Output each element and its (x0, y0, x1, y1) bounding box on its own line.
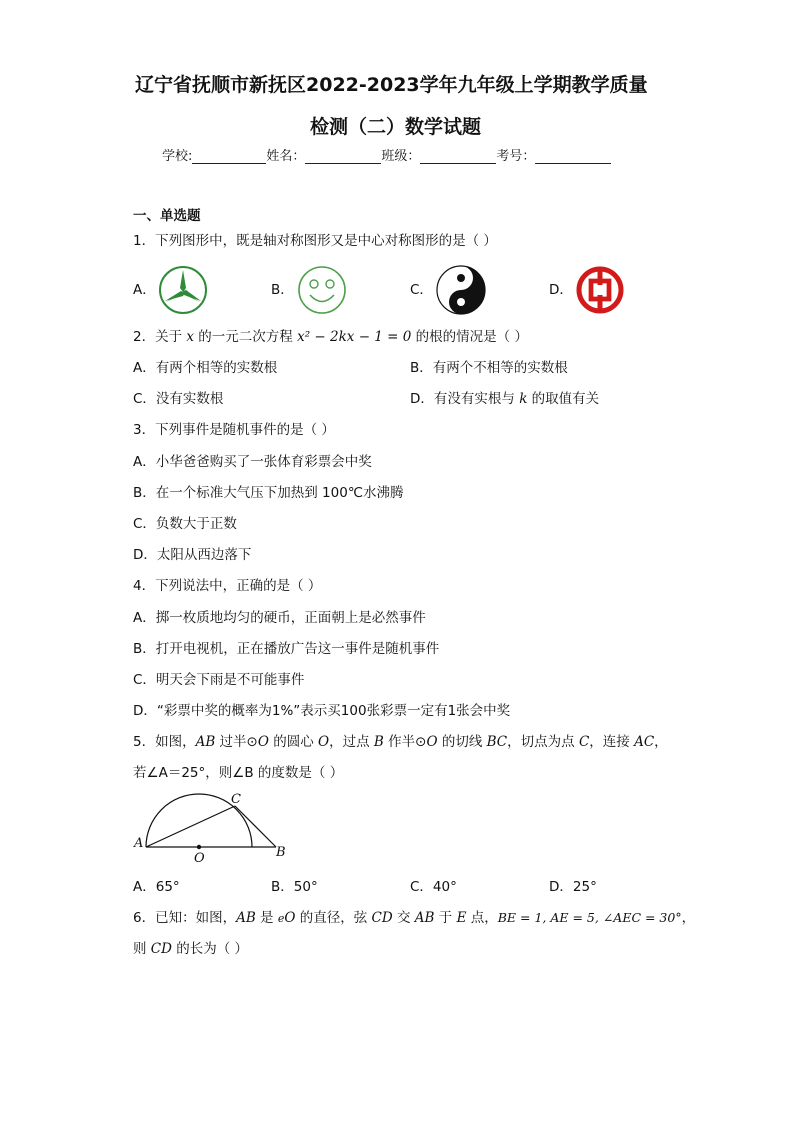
page-title-line2: 检测（二）数学试题 (310, 116, 482, 138)
q6-stem-line2: 则 CD 的长为（ ） (133, 941, 249, 957)
label-c: C (231, 792, 241, 807)
label-o: O (194, 851, 205, 866)
q4-option-d[interactable]: D．“彩票中奖的概率为1%”表示买100张彩票一定有1张会中奖 (133, 703, 511, 719)
q4-option-c[interactable]: C．明天会下雨是不可能事件 (133, 672, 305, 688)
q2-option-a[interactable]: A．有两个相等的实数根 (133, 360, 278, 376)
q6-given: BE = 1, AE = 5, ∠AEC = 30° (497, 910, 682, 925)
q3-stem: 3．下列事件是随机事件的是（ ） (133, 422, 335, 438)
page-title-line1: 辽宁省抚顺市新抚区2022-2023学年九年级上学期教学质量 (135, 74, 648, 96)
label-a: A (134, 836, 144, 851)
q5-option-b[interactable]: B．50° (271, 879, 318, 895)
q2-option-b[interactable]: B．有两个不相等的实数根 (410, 360, 568, 376)
q1-option-a-label[interactable]: A． (133, 282, 156, 298)
smiley-face-icon (296, 264, 348, 316)
q3-option-a[interactable]: A．小华爸爸购买了一张体育彩票会中奖 (133, 454, 372, 470)
exam-no-blank[interactable] (535, 149, 611, 164)
bank-logo-icon (574, 264, 626, 316)
name-label: 姓名： (266, 149, 306, 164)
q6-stem-line1: 6．已知：如图，AB 是 eO 的直径，弦 CD 交 AB 于 E 点，BE = 1, AE = 5, ∠AEC = 30°， (133, 910, 696, 926)
exam-no-label: 考号： (496, 149, 536, 164)
q2-equation: x² − 2kx − 1 = 0 (297, 329, 412, 345)
q4-option-a[interactable]: A．掷一枚质地均匀的硬币，正面朝上是必然事件 (133, 610, 426, 626)
q2-option-d[interactable]: D．有没有实根与 k 的取值有关 (410, 391, 600, 407)
school-label: 学校: (162, 149, 193, 164)
label-b: B (276, 845, 286, 860)
q5-option-c[interactable]: C．40° (410, 879, 457, 895)
q1-stem: 1．下列图形中，既是轴对称图形又是中心对称图形的是（ ） (133, 233, 497, 249)
q1-option-b-label[interactable]: B． (271, 282, 294, 298)
q3-option-d[interactable]: D．太阳从西边落下 (133, 547, 252, 563)
q2-option-c[interactable]: C．没有实数根 (133, 391, 224, 407)
class-blank[interactable] (420, 149, 496, 164)
q1-option-c-label[interactable]: C． (410, 282, 433, 298)
q1-option-d-label[interactable]: D． (549, 282, 573, 298)
q3-option-b[interactable]: B．在一个标准大气压下加热到 100℃水沸腾 (133, 485, 404, 501)
q2-stem: 2．关于 x 的一元二次方程 x² − 2kx − 1 = 0 的根的情况是（ ） (133, 329, 528, 345)
name-blank[interactable] (305, 149, 381, 164)
center-point-o (197, 845, 201, 849)
q4-stem: 4．下列说法中，正确的是（ ） (133, 578, 322, 594)
yin-yang-icon (435, 264, 487, 316)
three-blade-star-icon (157, 264, 209, 316)
q3-option-c[interactable]: C．负数大于正数 (133, 516, 237, 532)
q5-semicircle-figure (128, 790, 298, 866)
section-title: 一、单选题 (133, 208, 201, 224)
school-blank[interactable] (192, 149, 266, 164)
q5-option-a[interactable]: A．65° (133, 879, 180, 895)
student-info-row (162, 145, 611, 164)
q4-option-b[interactable]: B．打开电视机，正在播放广告这一事件是随机事件 (133, 641, 440, 657)
q5-stem-line1: 5．如图，AB 过半⊙O 的圆心 O，过点 B 作半⊙O 的切线 BC，切点为点 C，连接 AC， (133, 734, 668, 750)
line-cb (235, 806, 276, 847)
class-label: 班级： (381, 149, 421, 164)
q5-option-d[interactable]: D．25° (549, 879, 597, 895)
q5-stem-line2: 若∠A＝25°，则∠B 的度数是（ ） (133, 765, 344, 781)
